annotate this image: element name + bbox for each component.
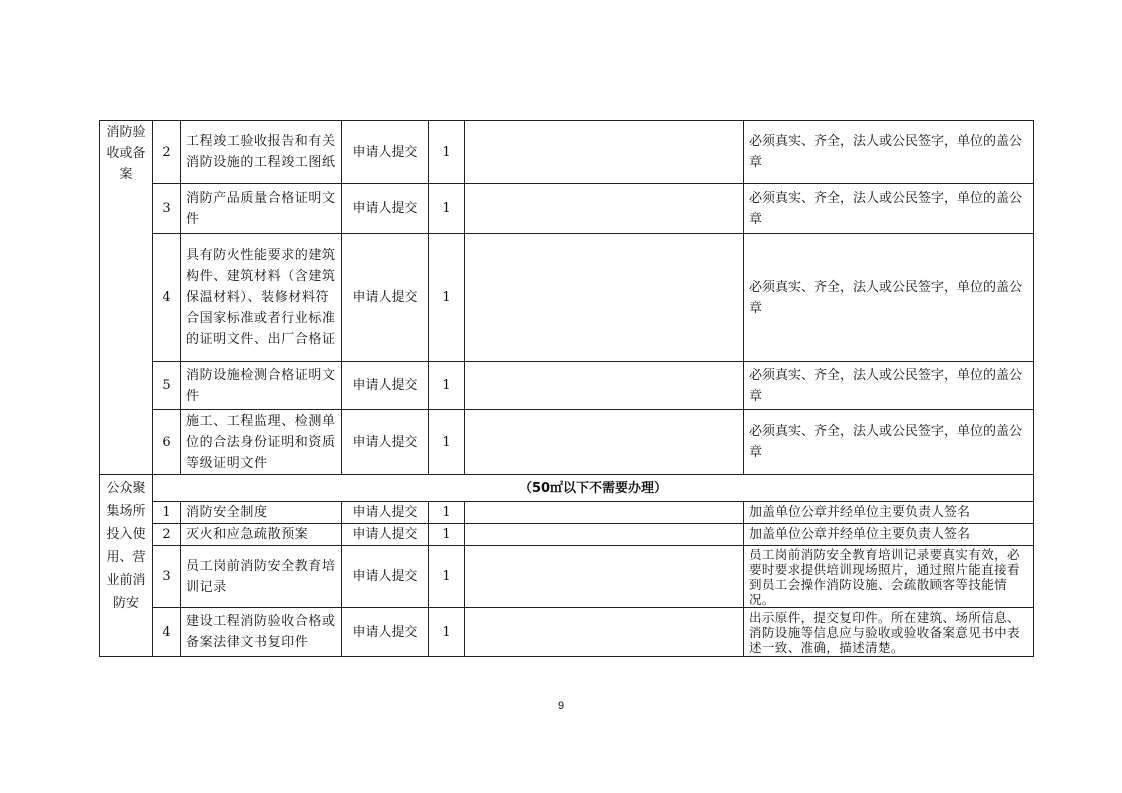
page-number: 9 bbox=[557, 700, 565, 712]
note-cell bbox=[465, 234, 744, 362]
requirement: 必须真实、齐全，法人或公民签字，单位的盖公章 bbox=[744, 121, 1034, 184]
submitter: 申请人提交 bbox=[342, 184, 429, 234]
requirement: 员工岗前消防安全教育培训记录要真实有效，必要时要求提供培训现场照片，通过照片能直接看到员工会操作消防设施、会疏散顾客等技能情况。 bbox=[744, 546, 1034, 608]
material-name: 具有防火性能要求的建筑构件、建筑材料（含建筑保温材料）、装修材料符合国家标准或者行业标准的证明文件、出厂合格证 bbox=[181, 234, 342, 362]
table-row bbox=[100, 121, 1034, 184]
submitter: 申请人提交 bbox=[342, 524, 429, 546]
material-name: 消防安全制度 bbox=[181, 502, 342, 524]
note-cell bbox=[465, 608, 744, 657]
table-row bbox=[100, 362, 1034, 410]
quantity: 1 bbox=[429, 524, 465, 546]
table-row bbox=[100, 608, 1034, 657]
note-cell bbox=[465, 121, 744, 184]
requirement: 出示原件，提交复印件。所在建筑、场所信息、消防设施等信息应与验收或验收备案意见书中表述一致、准确，描述清楚。 bbox=[744, 608, 1034, 657]
requirement: 加盖单位公章并经单位主要负责人签名 bbox=[744, 524, 1034, 546]
requirement: 必须真实、齐全，法人或公民签字，单位的盖公章 bbox=[744, 362, 1034, 410]
material-name: 员工岗前消防安全教育培训记录 bbox=[181, 546, 342, 608]
materials-table bbox=[99, 120, 1034, 657]
quantity: 1 bbox=[429, 410, 465, 475]
submitter: 申请人提交 bbox=[342, 608, 429, 657]
note-cell bbox=[465, 410, 744, 475]
material-name: 施工、工程监理、检测单位的合法身份证明和资质等级证明文件 bbox=[181, 410, 342, 475]
material-name: 灭火和应急疏散预案 bbox=[181, 524, 342, 546]
note-cell bbox=[465, 502, 744, 524]
table-row bbox=[100, 502, 1034, 524]
quantity: 1 bbox=[429, 184, 465, 234]
note-cell bbox=[465, 546, 744, 608]
submitter: 申请人提交 bbox=[342, 362, 429, 410]
material-name: 建设工程消防验收合格或备案法律文书复印件 bbox=[181, 608, 342, 657]
quantity: 1 bbox=[429, 234, 465, 362]
requirement: 加盖单位公章并经单位主要负责人签名 bbox=[744, 502, 1034, 524]
note-cell bbox=[465, 524, 744, 546]
submitter: 申请人提交 bbox=[342, 234, 429, 362]
row-number: 4 bbox=[153, 608, 181, 657]
row-number: 4 bbox=[153, 234, 181, 362]
material-name: 消防产品质量合格证明文件 bbox=[181, 184, 342, 234]
row-number: 2 bbox=[153, 121, 181, 184]
quantity: 1 bbox=[429, 121, 465, 184]
requirement: 必须真实、齐全，法人或公民签字，单位的盖公章 bbox=[744, 184, 1034, 234]
table-row bbox=[100, 524, 1034, 546]
submitter: 申请人提交 bbox=[342, 121, 429, 184]
row-number: 5 bbox=[153, 362, 181, 410]
table-row bbox=[100, 184, 1034, 234]
submitter: 申请人提交 bbox=[342, 546, 429, 608]
note-cell bbox=[465, 362, 744, 410]
quantity: 1 bbox=[429, 502, 465, 524]
category-cell-acceptance: 消防验收或备案 bbox=[100, 121, 153, 475]
quantity: 1 bbox=[429, 608, 465, 657]
row-number: 1 bbox=[153, 502, 181, 524]
row-number: 6 bbox=[153, 410, 181, 475]
category-cell-public-venue: 公众聚集场所投入使用、营业前消防安 bbox=[100, 475, 153, 657]
submitter: 申请人提交 bbox=[342, 410, 429, 475]
requirement: 必须真实、齐全，法人或公民签字，单位的盖公章 bbox=[744, 410, 1034, 475]
material-name: 工程竣工验收报告和有关消防设施的工程竣工图纸 bbox=[181, 121, 342, 184]
material-name: 消防设施检测合格证明文件 bbox=[181, 362, 342, 410]
row-number: 3 bbox=[153, 184, 181, 234]
requirement: 必须真实、齐全，法人或公民签字，单位的盖公章 bbox=[744, 234, 1034, 362]
note-cell bbox=[465, 184, 744, 234]
quantity: 1 bbox=[429, 362, 465, 410]
submitter: 申请人提交 bbox=[342, 502, 429, 524]
row-number: 3 bbox=[153, 546, 181, 608]
row-number: 2 bbox=[153, 524, 181, 546]
table-row bbox=[100, 410, 1034, 475]
quantity: 1 bbox=[429, 546, 465, 608]
table-row bbox=[100, 475, 1034, 502]
table-row bbox=[100, 546, 1034, 608]
table-row bbox=[100, 234, 1034, 362]
banner-note: （50㎡以下不需要办理） bbox=[153, 475, 1034, 502]
